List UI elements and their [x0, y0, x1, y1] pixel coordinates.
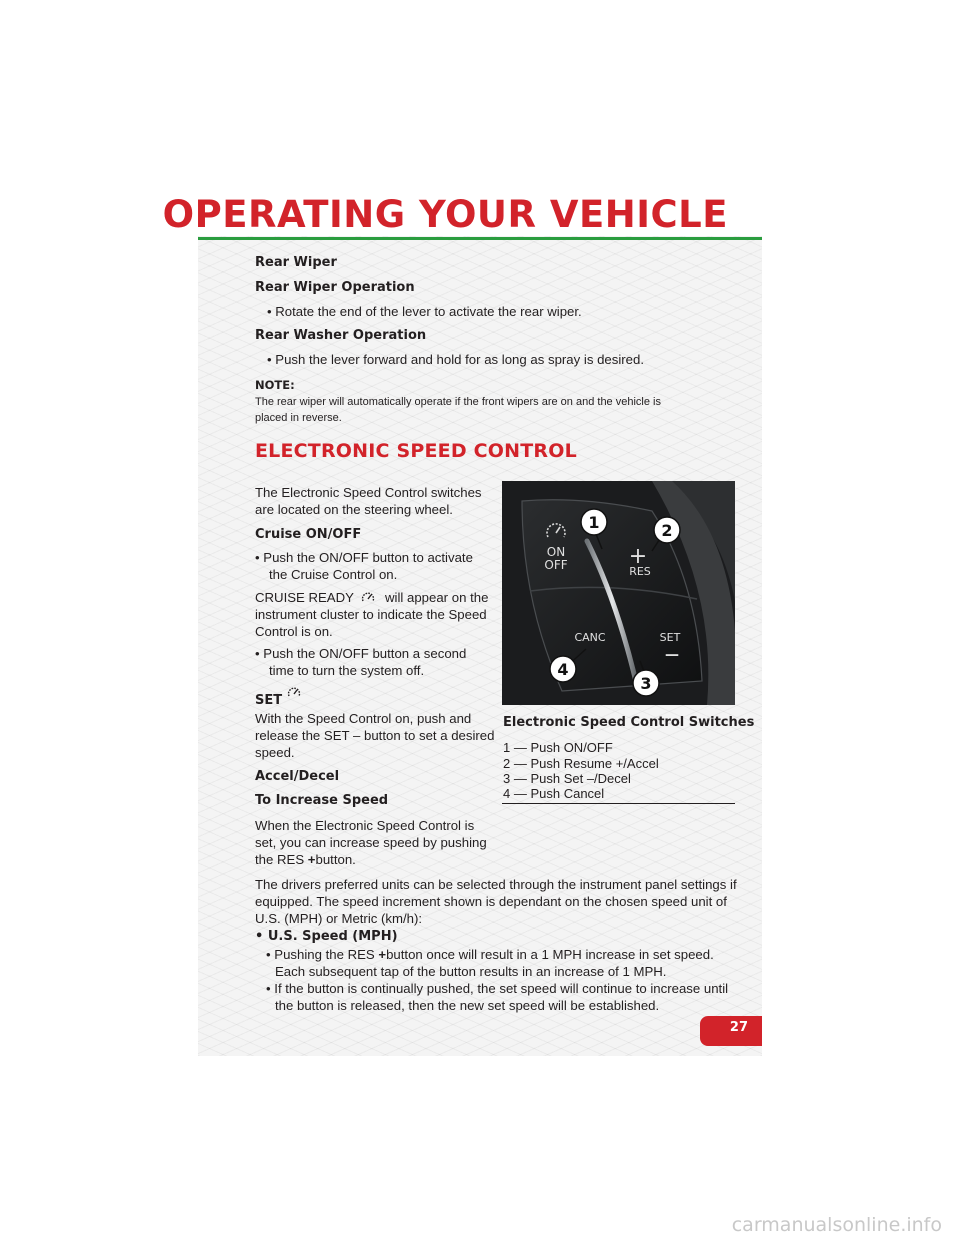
cruise-ready-line3: Control is on. [255, 624, 333, 639]
cruise-bullet-line2: the Cruise Control on. [269, 567, 398, 582]
intro-line1: The Electronic Speed Control switches [255, 485, 482, 500]
canc-label: CANC [574, 631, 606, 644]
page-number: 27 [729, 1020, 748, 1035]
units-line1: The drivers preferred units can be selected through the instrument panel settings if [255, 877, 737, 892]
svg-text:4: 4 [557, 660, 569, 679]
set-minus-label: — [665, 647, 679, 663]
svg-text:3: 3 [640, 674, 652, 693]
set-text-line1: With the Speed Control on, push and [255, 711, 472, 726]
rear-wiper-operation-bullet: • Rotate the end of the lever to activate the rear wiper. [255, 303, 751, 321]
accel-decel-heading: Accel/Decel [255, 769, 340, 784]
rear-washer-heading: Rear Washer Operation [255, 328, 427, 343]
second-bullet-line2: time to turn the system off. [269, 663, 425, 678]
on-label: ON [546, 545, 566, 559]
callout-2 [654, 517, 680, 543]
header-rule [198, 237, 762, 240]
res-plus-symbol: + [307, 852, 316, 867]
off-label: OFF [544, 558, 568, 572]
page-header-title: OPERATING YOUR VEHICLE [162, 193, 728, 236]
note-text-line1: The rear wiper will automatically operate if the front wipers are on and the vehicle is [255, 396, 661, 408]
units-line3: U.S. (MPH) or Metric (km/h): [255, 911, 423, 926]
rear-washer-bullet: • Push the lever forward and hold for as long as spray is desired. [255, 351, 751, 369]
figure-caption-item-2: 2 — Push Resume +/Accel [503, 756, 659, 771]
set-label: SET [659, 631, 681, 644]
set-heading: SET [255, 686, 301, 708]
increase-line1: When the Electronic Speed Control is [255, 818, 475, 833]
cruise-speedometer-icon [361, 591, 375, 603]
caption-rule [502, 803, 735, 804]
us-bullet1-line1: • Pushing the RES +button once will result in a 1 MPH increase in set speed. [266, 947, 714, 962]
footer-watermark: carmanualsonline.info [731, 1214, 942, 1236]
cruise-heading: Cruise ON/OFF [255, 527, 362, 542]
set-text-line3: speed. [255, 745, 295, 760]
speed-control-switches-photo [502, 481, 735, 705]
switches-illustration [502, 481, 735, 705]
us-bullet1-line2: Each subsequent tap of the button results in an increase of 1 MPH. [275, 964, 667, 979]
note-label: NOTE: [255, 378, 295, 392]
figure-caption-item-4: 4 — Push Cancel [503, 786, 605, 801]
increase-line2: set, you can increase speed by pushing [255, 835, 487, 850]
note-text-line2: placed in reverse. [255, 412, 342, 424]
res-label: RES [629, 565, 651, 578]
set-speedometer-icon [287, 686, 301, 698]
callout-1 [581, 509, 607, 535]
us-bullet2-line1: • If the button is continually pushed, the set speed will continue to increase until [266, 981, 729, 996]
cruise-bullet-line1: • Push the ON/OFF button to activate [255, 550, 473, 565]
rear-wiper-heading: Rear Wiper [255, 255, 337, 270]
callout-4 [550, 656, 576, 682]
intro-line2: are located on the steering wheel. [255, 502, 453, 517]
us-bullet2-line2: the button is released, then the new set speed will be established. [275, 998, 660, 1013]
cruise-ready-line2: instrument cluster to indicate the Speed [255, 607, 487, 622]
figure-caption-item-1: 1 — Push ON/OFF [503, 740, 613, 755]
rear-wiper-operation-heading: Rear Wiper Operation [255, 280, 415, 295]
svg-text:2: 2 [661, 521, 673, 540]
us-speed-heading: • U.S. Speed (MPH) [255, 929, 398, 944]
second-bullet-line1: • Push the ON/OFF button a second [255, 646, 467, 661]
increase-speed-heading: To Increase Speed [255, 793, 389, 808]
svg-text:1: 1 [588, 513, 600, 532]
figure-caption-title: Electronic Speed Control Switches [503, 715, 755, 730]
increase-line3: the RES +button. [255, 852, 356, 867]
callout-3 [633, 670, 659, 696]
set-text-line2: release the SET – button to set a desired [255, 728, 495, 743]
units-line2: equipped. The speed increment shown is dependant on the chosen speed unit of [255, 894, 727, 909]
page-number-tab [700, 1016, 762, 1046]
res-plus-label: + [628, 544, 648, 569]
section-title: ELECTRONIC SPEED CONTROL [255, 440, 577, 462]
cruise-ready-line1: CRUISE READY will appear on the [255, 590, 489, 605]
figure-caption-item-3: 3 — Push Set –/Decel [503, 771, 631, 786]
